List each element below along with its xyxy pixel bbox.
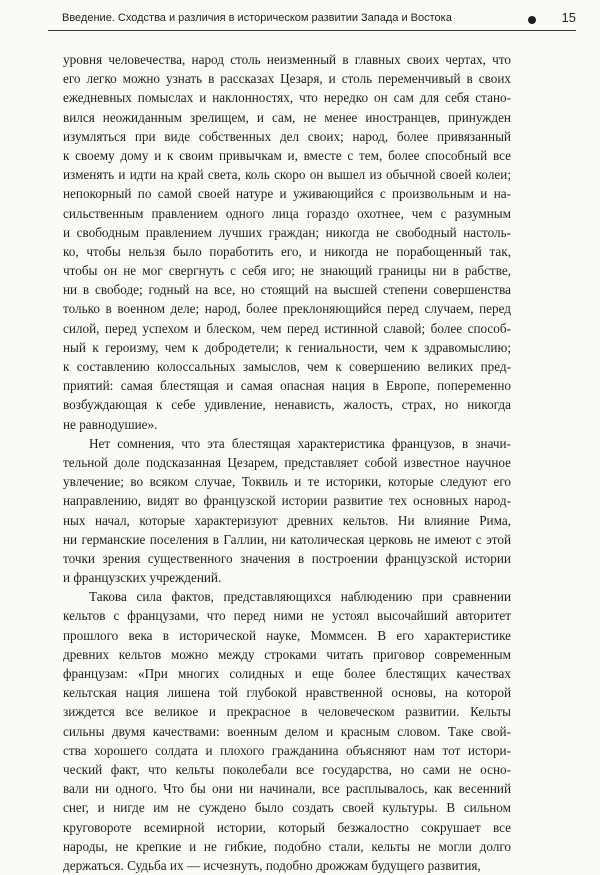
text-line: сильственным правлением одного лица гораздо охотнее, чем с разумным bbox=[63, 205, 511, 221]
text-line: точки зрения существенного значения в построении французской истории bbox=[63, 550, 511, 566]
text-line: вали ни одного. Что бы они ни начинали, все расплывалось, как весенний bbox=[63, 781, 511, 797]
paragraph bbox=[63, 587, 511, 875]
text-line: уровня человечества, народ столь неизменный в главных своих чертах, что bbox=[63, 52, 511, 67]
text-line: направлению, видят во французской истории развитие тех основных народ- bbox=[63, 493, 511, 509]
text-line: ных начал, которые характеризуют древних кельтов. Ни влияние Рима, bbox=[63, 512, 511, 528]
text-line: народы, не крепкие и не гибкие, подобно стали, кельты не могли долго bbox=[63, 838, 511, 854]
text-line: силой, перед успехом и блеском, чем перед истинной славой; более способ- bbox=[63, 320, 511, 336]
text-line: древних кельтов можно между строками читать приговор современным bbox=[63, 646, 511, 662]
running-title: Введение. Сходства и различия в историческом развитии Запада и Востока bbox=[62, 12, 452, 24]
text-line: изумляться при виде собственных дел своих; народ, более привязанный bbox=[63, 128, 511, 144]
text-line: и свободным правлением лучших граждан; никогда не свободный настоль- bbox=[63, 224, 511, 240]
running-header bbox=[48, 8, 576, 31]
text-line: французам: «При многих солидных и еще более блестящих качествах bbox=[63, 666, 511, 681]
text-line: ства хорошего солдата и плохого гражданина объясняют нам тот истори- bbox=[63, 742, 511, 758]
text-line: к составлению колоссальных замыслов, чем к совершению великих пред- bbox=[63, 359, 511, 374]
text-line: кельтская нация лишена той глубокой нравственной основы, на которой bbox=[63, 685, 511, 701]
text-line: круговороте всемирной истории, который безжалостно сокрушает все bbox=[63, 819, 511, 835]
text-line: Такова сила фактов, представляющихся наблюдению при сравнении bbox=[89, 589, 511, 605]
text-line: и французских учреждений. bbox=[63, 570, 222, 586]
text-line: снег, и нигде им не суждено было создать своей культуры. В сильном bbox=[63, 800, 511, 816]
text-line: возбуждающая к себе удивление, ненависть, жалость, страх, но никогда bbox=[63, 397, 511, 413]
text-line: к своему дому и к своим привычкам и, вместе с тем, более способный все bbox=[63, 147, 511, 163]
text-line: непокорный по самой своей натуре и уживающийся с произвольным и на- bbox=[63, 186, 511, 202]
text-line: кельтов с французами, что перед ними не устоял высочайший авторитет bbox=[63, 608, 511, 624]
bullet-dot-icon bbox=[528, 16, 536, 24]
text-line: ни в свободе; годный на все, но стоящий на высшей степени совершенства bbox=[63, 282, 511, 298]
text-line: держаться. Судьба их — исчезнуть, подобно дрожжам будущего развития, bbox=[63, 857, 481, 873]
text-line: изменять и идти на край света, коль скоро он вышел из обычной своей колеи; bbox=[63, 167, 511, 183]
text-line: ческий факт, что кельты поколебали все государства, но сами не осно- bbox=[63, 761, 511, 777]
text-line: ко, чтобы нельзя было поработить его, и никогда не порабощенный так, bbox=[63, 243, 511, 259]
text-line: Нет сомнения, что эта блестящая характеристика французов, в значи- bbox=[89, 435, 511, 451]
text-line: его легко можно узнать в рассказах Цезаря, и столь переменчивый в своих bbox=[63, 71, 511, 87]
paragraph bbox=[63, 50, 511, 434]
text-line: ежедневных помыслах и наклонностях, что нередко он сам для себя стано- bbox=[63, 90, 511, 106]
text-line: ный к героизму, чем к добродетели; к гениальности, чем к здравомыслию; bbox=[63, 339, 511, 355]
text-line: тельной доле подсказанная Цезарем, представляет собой известное научное bbox=[63, 454, 511, 470]
text-line: ни германские поселения в Галлии, ни католическая церковь не имеют с этой bbox=[63, 531, 511, 547]
text-line: зиждется все великое и прекрасное в человеческом развитии. Кельты bbox=[63, 704, 511, 720]
text-line: не равнодушие». bbox=[63, 416, 158, 432]
page-number: 15 bbox=[561, 10, 576, 25]
text-line: прошлого века в исторической науке, Моммсен. В его характеристике bbox=[63, 627, 511, 643]
text-line: вился неожиданным зрелищем, и сам, не менее иностранцев, принужден bbox=[63, 109, 511, 125]
text-line: только в военном деле; народ, более преклоняющийся перед случаем, перед bbox=[63, 301, 511, 317]
text-line: чтобы он не мог свергнуть с себя иго; не знающий границы ни в рабстве, bbox=[63, 263, 511, 279]
text-line: увлечение; во всяком случае, Токвиль и те историки, которые следуют его bbox=[63, 474, 511, 490]
text-line: приятий: самая блестящая и самая опасная нация в Европе, попеременно bbox=[63, 378, 511, 394]
text-line: сильны двумя качествами: военным делом и красным словом. Таке свой- bbox=[63, 723, 511, 739]
paragraph bbox=[63, 434, 511, 588]
page-body bbox=[63, 50, 511, 875]
